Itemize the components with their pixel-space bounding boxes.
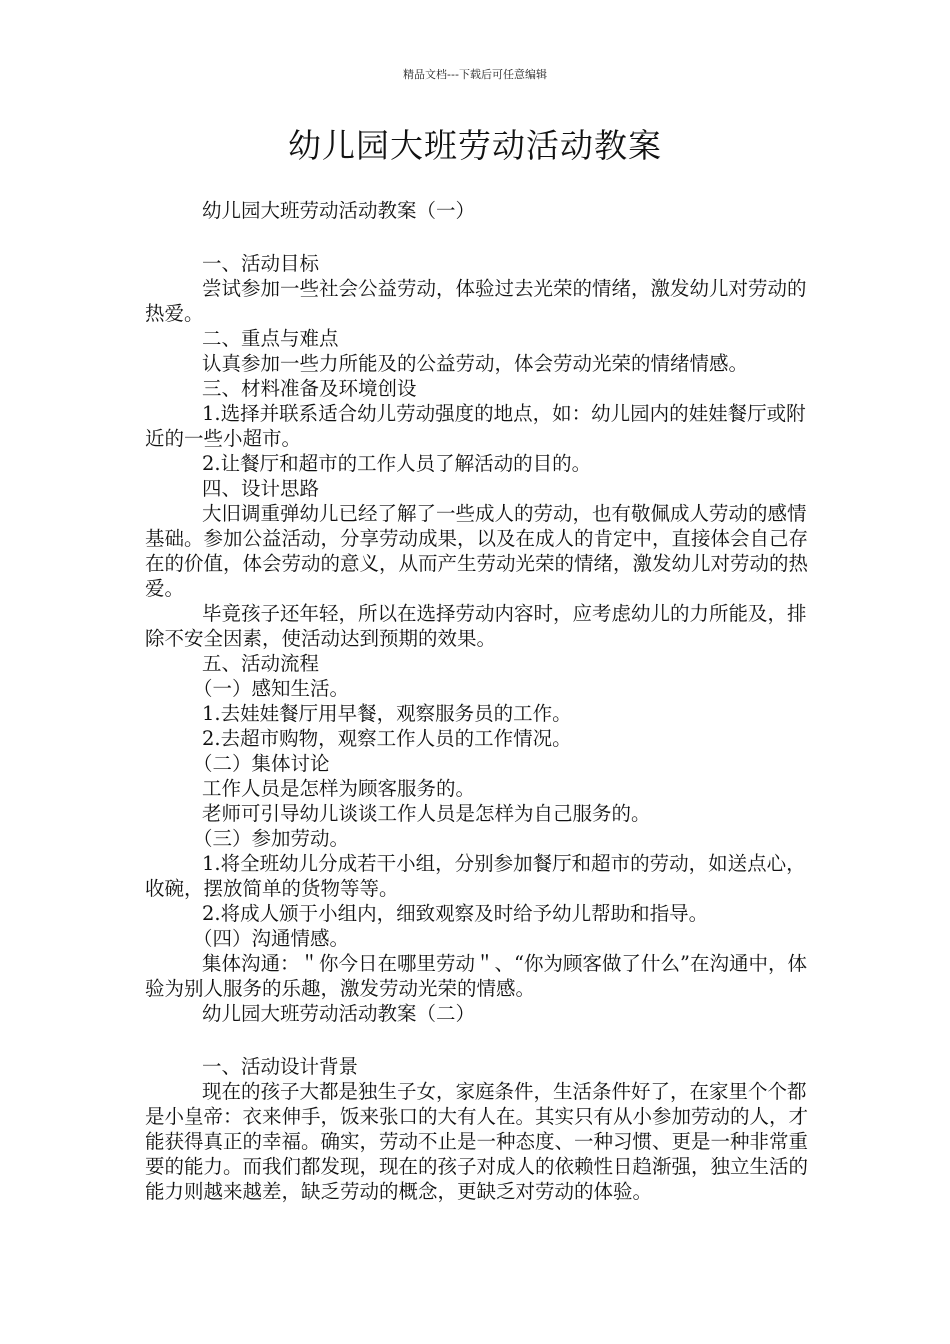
heading-design-background: 一、活动设计背景 <box>202 1055 359 1078</box>
section-heading-two: 幼儿园大班劳动活动教案（二） <box>202 1002 476 1025</box>
paragraph-key-points: 认真参加一些力所能及的公益劳动，体会劳动光荣的情绪情感。 <box>202 352 749 375</box>
paragraph-discussion-2: 老师可引导幼儿谈谈工作人员是怎样为自己服务的。 <box>202 802 651 825</box>
subheading-group-discussion: （二）集体讨论 <box>193 752 330 775</box>
heading-materials: 三、材料准备及环境创设 <box>202 377 417 400</box>
subheading-communicate: （四）沟通情感。 <box>193 927 350 950</box>
paragraph-design-2: 毕竟孩子还年轻，所以在选择劳动内容时，应考虑幼儿的力所能及，排除不安全因素，使活动达到预期的效果。 <box>145 602 807 650</box>
document-title: 幼儿园大班劳动活动教案 <box>288 126 662 165</box>
heading-activity-goal: 一、活动目标 <box>202 252 320 275</box>
document-body <box>145 198 810 1204</box>
paragraph-materials-2: 2.让餐厅和超市的工作人员了解活动的目的。 <box>202 452 592 475</box>
paragraph-labor-1: 1.将全班幼儿分成若干小组，分别参加餐厅和超市的劳动，如送点心，收碗，摆放简单的货物等等。 <box>145 852 806 900</box>
paragraph-design-1: 大旧调重弹幼儿已经了解了一些成人的劳动，也有敬佩成人劳动的感情基础。参加公益活动，分享劳动成果，以及在成人的肯定中，直接体会自己存在的价值，体会劳动的意义，从而产生劳动光荣的情绪，激发幼儿对劳动的热爱。 <box>145 502 809 600</box>
paragraph-labor-2: 2.将成人颁于小组内，细致观察及时给予幼儿帮助和指导。 <box>202 902 709 925</box>
paragraph-perceive-2: 2.去超市购物，观察工作人员的工作情况。 <box>202 727 572 750</box>
paragraph-goal: 尝试参加一些社会公益劳动，体验过去光荣的情绪，激发幼儿对劳动的热爱。 <box>145 277 807 325</box>
page-header: 精品文档---下载后可任意编辑 <box>403 68 547 81</box>
section-heading-one: 幼儿园大班劳动活动教案（一） <box>202 199 476 222</box>
subheading-join-labor: （三）参加劳动。 <box>193 827 350 850</box>
paragraph-discussion-1: 工作人员是怎样为顾客服务的。 <box>202 777 476 800</box>
paragraph-perceive-1: 1.去娃娃餐厅用早餐，观察服务员的工作。 <box>202 702 572 725</box>
paragraph-materials-1: 1.选择并联系适合幼儿劳动强度的地点，如：幼儿园内的娃娃餐厅或附近的一些小超市。 <box>145 402 806 450</box>
heading-key-points: 二、重点与难点 <box>202 327 339 350</box>
paragraph-communicate: 集体沟通：＂你今日在哪里劳动＂、“你为顾客做了什么”在沟通中，体验为别人服务的乐趣，激发劳动光荣的情感。 <box>145 952 807 1000</box>
heading-design-idea: 四、设计思路 <box>202 477 320 500</box>
paragraph-background: 现在的孩子大都是独生子女，家庭条件，生活条件好了，在家里个个都是小皇帝：衣来伸手，饭来张口的大有人在。其实只有从小参加劳动的人，才能获得真正的幸福。确实，劳动不止是一种态度、一种习惯、更是一种非常重要的能力。而我们都发现，现在的孩子对成人的依赖性日趋渐强，独立生活的能力则越来越差，缺乏劳动的概念，更缺乏对劳动的体验。 <box>145 1080 809 1203</box>
subheading-perceive-life: （一）感知生活。 <box>193 677 350 700</box>
heading-activity-process: 五、活动流程 <box>202 652 320 675</box>
